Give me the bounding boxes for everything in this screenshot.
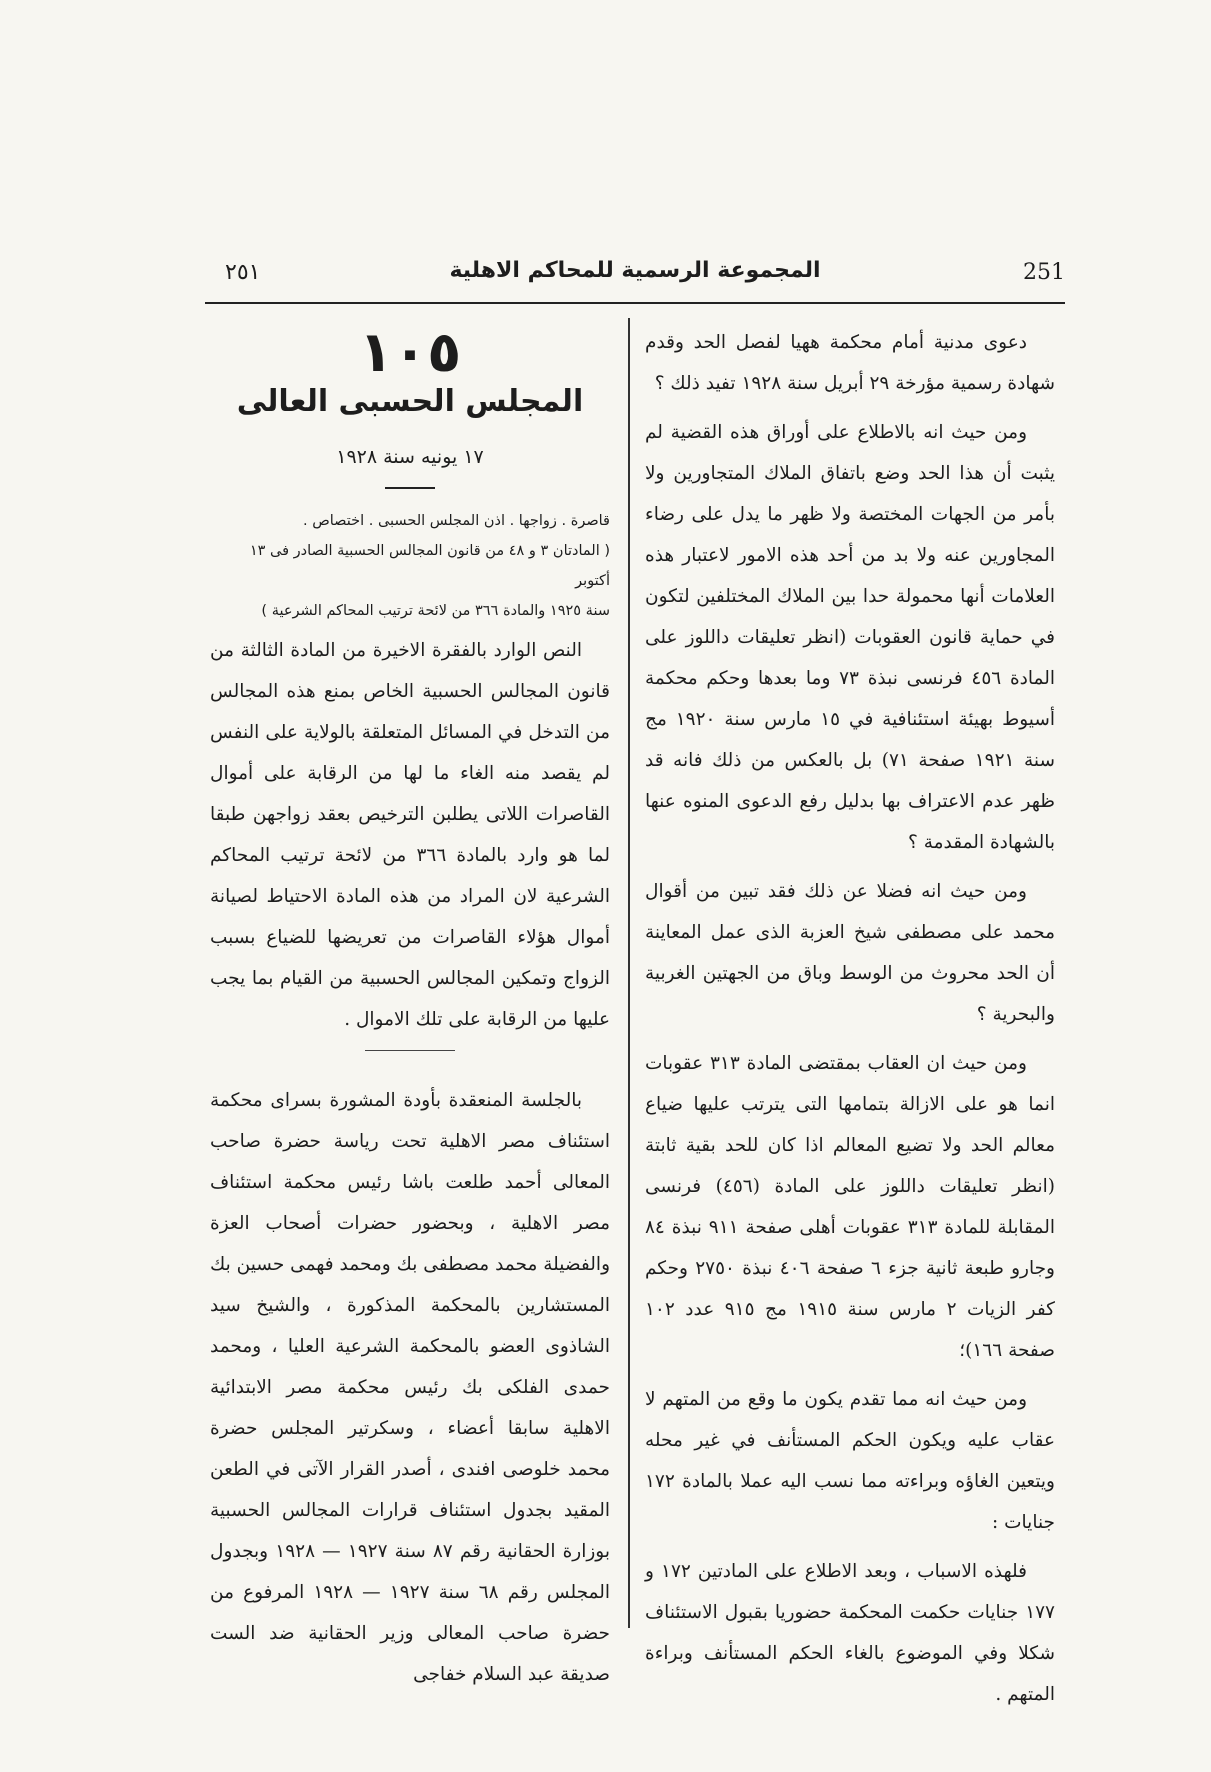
column-divider (628, 318, 630, 1628)
page-header (205, 258, 1065, 298)
heading-rule (385, 487, 435, 489)
case-summary (210, 630, 610, 1048)
header-divider (205, 302, 1065, 304)
section-separator (365, 1050, 455, 1051)
right-paragraph: ومن حيث ان العقاب بمقتضى المادة ٣١٣ عقوبات انما هو على الازالة بتمامها التى يترتب عليها ضياع معالم الحد ولا تضيع المعالم اذا كان للحد بقية ثابتة (انظر تعليقات داللوز على المادة (٤٥٦) فرنسى المقابلة للمادة ٣١٣ عقوبات أهلى صفحة ٩١١ نبذة ٨٤ وجارو طبعة ثانية جزء ٦ صفحة ٤٠٦ نبذة ٢٧٥٠ وحكم كفر الزيات ٢ مارس سنة ١٩١٥ مج ٩١٥ عدد ١٠٢ صفحة ١٦٦)؛ (645, 1053, 1055, 1361)
right-paragraph: ومن حيث انه مما تقدم يكون ما وقع من المتهم لا عقاب عليه ويكون الحكم المستأنف في غير محله ويتعين الغاؤه وبراءته مما نسب اليه عملا بالمادة ١٧٢ جنايات : (645, 1389, 1055, 1533)
keywords-line: ( المادتان ٣ و ٤٨ من قانون المجالس الحسبية الصادر فى ١٣ أكتوبر (249, 543, 610, 589)
right-paragraph: ومن حيث انه فضلا عن ذلك فقد تبين من أقوال محمد على مصطفى شيخ العزبة الذى عمل المعاينة أن الحد محروث من الوسط وباق من الجهتين الغربية والبحرية ؟ (645, 881, 1055, 1025)
keywords-line: سنة ١٩٢٥ والمادة ٣٦٦ من لائحة ترتيب المحاكم الشرعية ) (261, 603, 610, 619)
session-text (210, 1080, 610, 1703)
running-title: المجموعة الرسمية للمحاكم الاهلية (449, 258, 821, 283)
session-paragraph: بالجلسة المنعقدة بأودة المشورة بسراى محكمة استئناف مصر الاهلية تحت رياسة حضرة صاحب المعالى أحمد طلعت باشا رئيس محكمة استئناف مصر الاهلية ، وبحضور حضرات أصحاب العزة والفضيلة محمد مصطفى بك ومحمد فهمى حسين بك المستشارين بالمحكمة المذكورة ، والشيخ سيد الشاذوى العضو بالمحكمة الشرعية العليا ، ومحمد حمدى الفلكى بك رئيس محكمة مصر الابتدائية الاهلية سابقا أعضاء ، وسكرتير المجلس حضرة محمد خلوصى افندى ، أصدر القرار الآتى في الطعن المقيد بجدول استئناف قرارات المجالس الحسبية بوزارة الحقانية رقم ٨٧ سنة ١٩٢٧ — ١٩٢٨ وبجدول المجلس رقم ٦٨ سنة ١٩٢٧ — ١٩٢٨ المرفوع من حضرة صاحب المعالى وزير الحقانية ضد الست صديقة عبد السلام خفاجى (210, 1090, 611, 1685)
right-paragraph: فلهذه الاسباب ، وبعد الاطلاع على المادتين ١٧٢ و ١٧٧ جنايات حكمت المحكمة حضوريا بقبول الاستئناف شكلا وفي الموضوع بالغاء الحكم المستأنف وبراءة المتهم . (645, 1561, 1055, 1705)
page-number-arabic: ٢٥١ (225, 260, 261, 285)
right-paragraph: ومن حيث انه بالاطلاع على أوراق هذه القضية لم يثبت أن هذا الحد وضع باتفاق الملاك المتجاورين ولا بأمر من الجهات المختصة ولا ظهر ما يدل على رضاء المجاورين عنه ولا بد من أحد هذه الامور لاعتبار هذه العلامات أنها محمولة حدا بين الملاك المختلفين لتكون في حماية قانون العقوبات (انظر تعليقات داللوز على المادة ٤٥٦ فرنسى نبذة ٧٣ وما بعدها وحكم محكمة أسيوط بهيئة استئنافية في ١٥ مارس سنة ١٩٢٠ مج سنة ١٩٢١ صفحة ٧١) بل بالعكس من ذلك فانه قد ظهر عدم الاعتراف بها بدليل رفع الدعوى المنوه عنها بالشهادة المقدمة ؟ (645, 422, 1055, 853)
right-paragraph: دعوى مدنية أمام محكمة ههيا لفصل الحد وقدم شهادة رسمية مؤرخة ٢٩ أبريل سنة ١٩٢٨ تفيد ذلك ؟ (645, 332, 1055, 394)
right-column (645, 322, 1055, 1723)
page-number-latin: 251 (1023, 260, 1065, 285)
summary-paragraph: النص الوارد بالفقرة الاخيرة من المادة الثالثة من قانون المجالس الحسبية الخاص بمنع هذه المجالس من التدخل في المسائل المتعلقة بالولاية على النفس لم يقصد منه الغاء ما لها من الرقابة على أموال القاصرات اللاتى يطلبن الترخيص بعقد زواجهن طبقا لما هو وارد بالمادة ٣٦٦ من لائحة ترتيب المحاكم الشرعية لان المراد من هذه المادة الاحتياط لصيانة أموال هؤلاء القاصرات من تعريضها للضياع بسبب الزواج وتمكين المجالس الحسبية من القيام بما يجب عليها من الرقابة على تلك الاموال . (210, 640, 610, 1030)
case-date: ١٧ يونيه سنة ١٩٢٨ (336, 446, 484, 468)
keywords-line: قاصرة . زواجها . اذن المجلس الحسبى . اختصاص . (303, 513, 610, 529)
case-keywords (215, 506, 610, 626)
case-number: ١٠٥ (358, 320, 462, 385)
court-name: المجلس الحسبى العالى (236, 384, 584, 419)
